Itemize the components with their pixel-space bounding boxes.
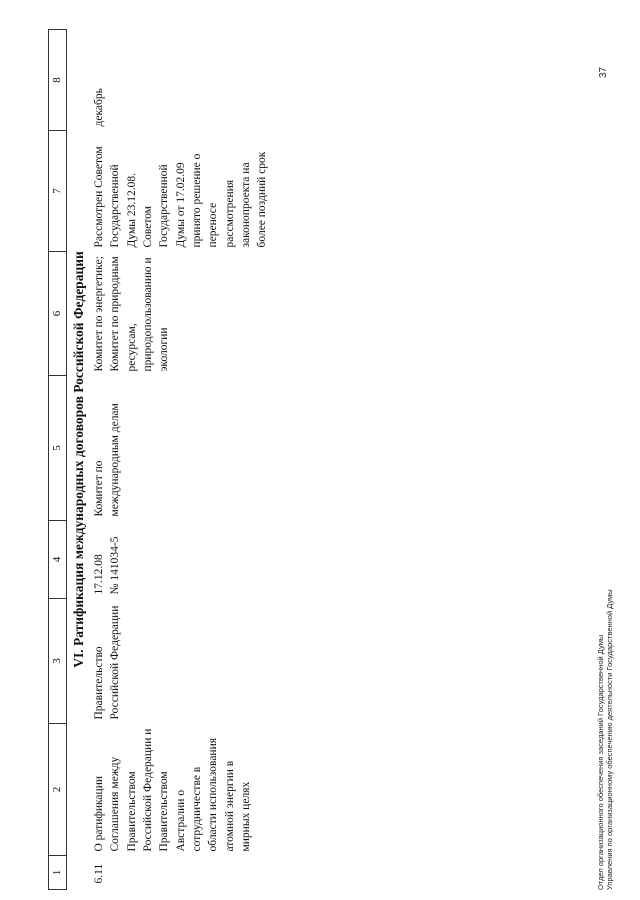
registration-number: № 141034-5 xyxy=(109,536,122,595)
footer xyxy=(596,589,615,890)
column-number-2: 2 xyxy=(49,724,67,856)
column-number-4: 4 xyxy=(49,521,67,599)
co-executor-committees: Комитет по энергетике; Комитет по природным ресурсам, природопользованию и экологии xyxy=(93,256,171,372)
column-number-1: 1 xyxy=(49,856,67,890)
section-title: VI. Ратификация международных договоров Российской Федерации xyxy=(71,251,86,668)
legislation-table xyxy=(48,29,271,890)
deadline: декабрь xyxy=(93,88,106,127)
column-number-5: 5 xyxy=(49,376,67,521)
footer-line-2: Управления по организационному обеспечению деятельности Государственной Думы xyxy=(605,589,615,890)
column-number-3: 3 xyxy=(49,599,67,724)
column-number-7: 7 xyxy=(49,131,67,252)
column-number-row xyxy=(49,30,67,890)
responsible-committee: Комитет по международным делам xyxy=(93,403,122,517)
section-heading-row xyxy=(67,30,90,890)
bill-title: О ратификации Соглашения между Правительством Российской Федерации и Правительством Австралии о сотрудничестве в области использования атомной энергии в мирных целях xyxy=(93,728,253,852)
consideration-status: Рассмотрен Советом Государственной Думы 23.12.08. Советом Государственной Думы от 17.02.09 принято решение о переносе рассмотрения законопроекта на более поздний срок xyxy=(93,146,269,248)
registration-date: 17.12.08 xyxy=(93,554,106,595)
initiator: Правительство Российской Федерации xyxy=(93,605,122,720)
registration-cell xyxy=(89,521,271,599)
column-number-6: 6 xyxy=(49,252,67,376)
column-number-8: 8 xyxy=(49,30,67,131)
row-number: 6.11 xyxy=(93,863,106,884)
table-row xyxy=(89,30,271,890)
rotated-page-content xyxy=(48,30,628,890)
page-number: 37 xyxy=(598,66,609,78)
footer-line-1: Отдел организационного обеспечения заседаний Государственной Думы xyxy=(596,634,605,890)
